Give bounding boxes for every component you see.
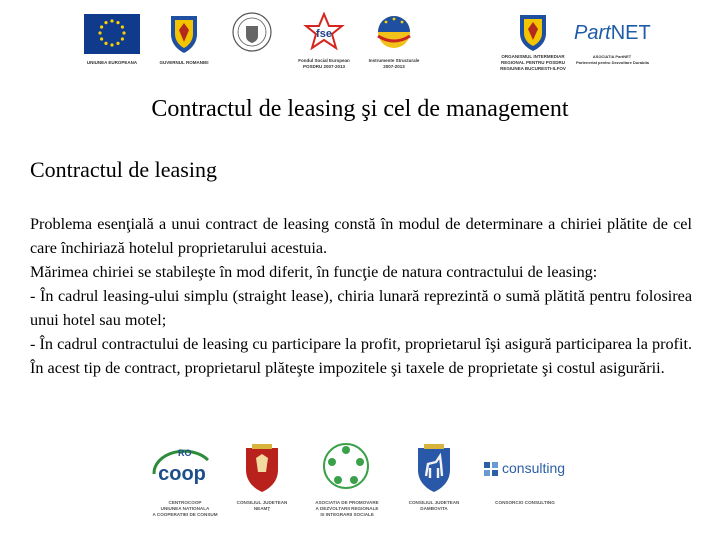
neamt-caption-line2: NEAMŢ [253,506,271,511]
coop-caption-line3: A COOPERATIEI DE CONSUM [152,512,218,517]
consulting-caption: CONSORCIO CONSULTING [495,500,555,505]
adr-caption-line3: SI INTEGRARII SOCIALE [320,512,374,517]
round-seal-icon [232,12,272,52]
adr-caption-line2: A DEZVOLTARII REGIONALE [315,506,379,511]
footer-logo-strip [140,440,580,535]
partnet-logo [574,22,651,45]
consulting-word: consulting [502,460,566,476]
partnet-part: Part [574,22,611,44]
paragraph: Mărimea chiriei se stabileşte în mod diferit, în funcţie de natura contractului de leasing: [30,263,598,281]
partnet-caption-line1: ASOCIATIA PartNET [592,54,632,59]
paragraph: Problema esenţială a unui contract de leasing constă în modul de determinare a chiriei plătite de cel care închiriază hotelul proprietarului acestuia. [30,215,692,257]
slide-title: Contractul de leasing şi cel de management [151,96,569,122]
coop-ro: RO [178,448,192,458]
coop-caption-line1: CENTROCOOP [168,500,202,505]
coop-caption-line2: UNIUNEA NATIONALA [160,506,210,511]
romanian-coat-of-arms-icon [168,12,200,54]
fse-logo-icon [302,12,346,54]
structural-instruments-logo-icon [372,12,416,54]
fse-caption-line1: Fondul Social European [298,58,350,63]
slide-subtitle: Contractul de leasing [30,157,217,182]
dambovita-coat-of-arms-icon [414,442,454,494]
slide-body [30,212,692,380]
is-caption-line1: Instrumente Structurale [368,58,420,63]
gov-caption: GUVERNUL ROMANIEI [159,60,209,65]
adr-caption-line1: ASOCIATIA DE PROMOVARE [315,500,379,505]
neamt-caption-line1: CONSILIUL JUDETEAN [236,500,288,505]
header-logo-strip [70,8,650,78]
oi-caption-line3: REGIUNEA BUCURESTI-ILFOV [500,66,566,71]
dambovita-caption-line1: CONSILIUL JUDETEAN [408,500,460,505]
consulting-mark-icon [484,462,498,476]
paragraph: - În cadrul contractului de leasing cu participare la profit, proprietarul îşi asigură participarea la profit. În acest tip de contract, proprietarul plăteşte impozitele şi taxele de proprietate şi costul asigurării. [30,335,692,377]
dambovita-caption-line2: DAMBOVITA [420,506,448,511]
oi-caption-line2: REGIONAL PENTRU POSDRU [501,60,565,65]
oi-coat-of-arms-icon [518,12,548,52]
fse-mark: fse [316,28,332,40]
paragraph: - În cadrul leasing-ului simplu (straight lease), chiria lunară reprezintă o sumă plătită pentru folosirea unui hotel sau motel; [30,287,692,329]
partnet-net: NET [610,22,651,44]
eu-flag-icon [84,14,140,54]
partnet-caption-line2: Parteneriat pentru Dezvoltare Durabila [576,60,649,65]
coop-logo-icon [148,440,218,496]
fse-caption-line2: POSDRU 2007-2013 [302,64,346,69]
is-caption-line2: 2007-2013 [383,64,405,69]
coop-word: coop [158,463,206,485]
eu-caption: UNIUNEA EUROPEANA [86,60,138,65]
adr-logo-icon [320,440,372,494]
oi-caption-line1: ORGANISMUL INTERMEDIAR [501,54,565,59]
neamt-coat-of-arms-icon [242,442,282,494]
